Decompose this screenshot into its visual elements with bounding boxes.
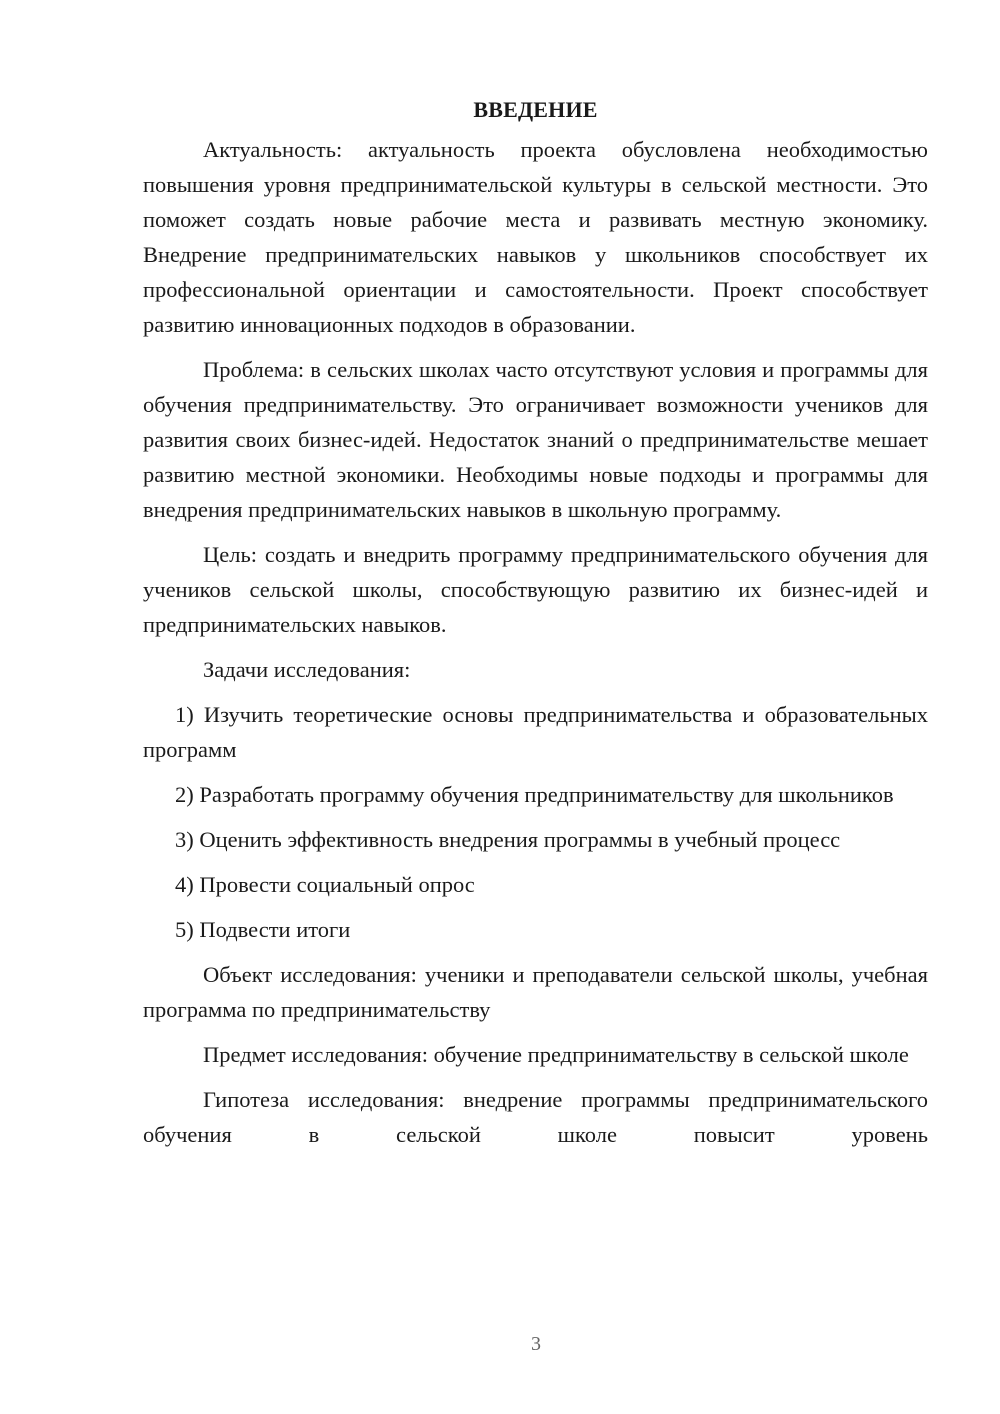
- task-item-1: 1) Изучить теоретические основы предпринимательства и образовательных программ: [143, 702, 928, 762]
- problem-paragraph: Проблема: в сельских школах часто отсутствуют условия и программы для обучения предпринимательству. Это ограничивает возможности учеников для развития своих бизнес-идей. Недостаток знаний о предпринимательстве мешает развитию местной экономики. Необходимы новые подходы и программы для внедрения предпринимательских навыков в школьную программу.: [143, 357, 928, 522]
- document-body: [143, 92, 928, 1162]
- page-title: ВВЕДЕНИЕ: [473, 97, 598, 122]
- goal-paragraph: Цель: создать и внедрить программу предпринимательского обучения для учеников сельской школы, способствующую развитию их бизнес-идей и предпринимательских навыков.: [143, 542, 928, 637]
- task-item-4: 4) Провести социальный опрос: [175, 872, 475, 897]
- hypothesis-paragraph: Гипотеза исследования: внедрение программы предпринимательского обучения в сельской школе повысит уровень: [143, 1087, 928, 1147]
- relevance-paragraph: Актуальность: актуальность проекта обусловлена необходимостью повышения уровня предпринимательской культуры в сельской местности. Это поможет создать новые рабочие места и развивать местную экономику. Внедрение предпринимательских навыков у школьников способствует их профессиональной ориентации и самостоятельности. Проект способствует развитию инновационных подходов в образовании.: [143, 137, 928, 337]
- task-item-5: 5) Подвести итоги: [175, 917, 351, 942]
- page-number: 3: [531, 1333, 541, 1355]
- task-item-2: 2) Разработать программу обучения предпринимательству для школьников: [175, 782, 894, 807]
- tasks-heading: Задачи исследования:: [203, 657, 411, 682]
- task-item-3: 3) Оценить эффективность внедрения программы в учебный процесс: [175, 827, 841, 852]
- research-subject-paragraph: Предмет исследования: обучение предпринимательству в сельской школе: [203, 1042, 909, 1067]
- research-object-paragraph: Объект исследования: ученики и преподаватели сельской школы, учебная программа по предпринимательству: [143, 962, 928, 1022]
